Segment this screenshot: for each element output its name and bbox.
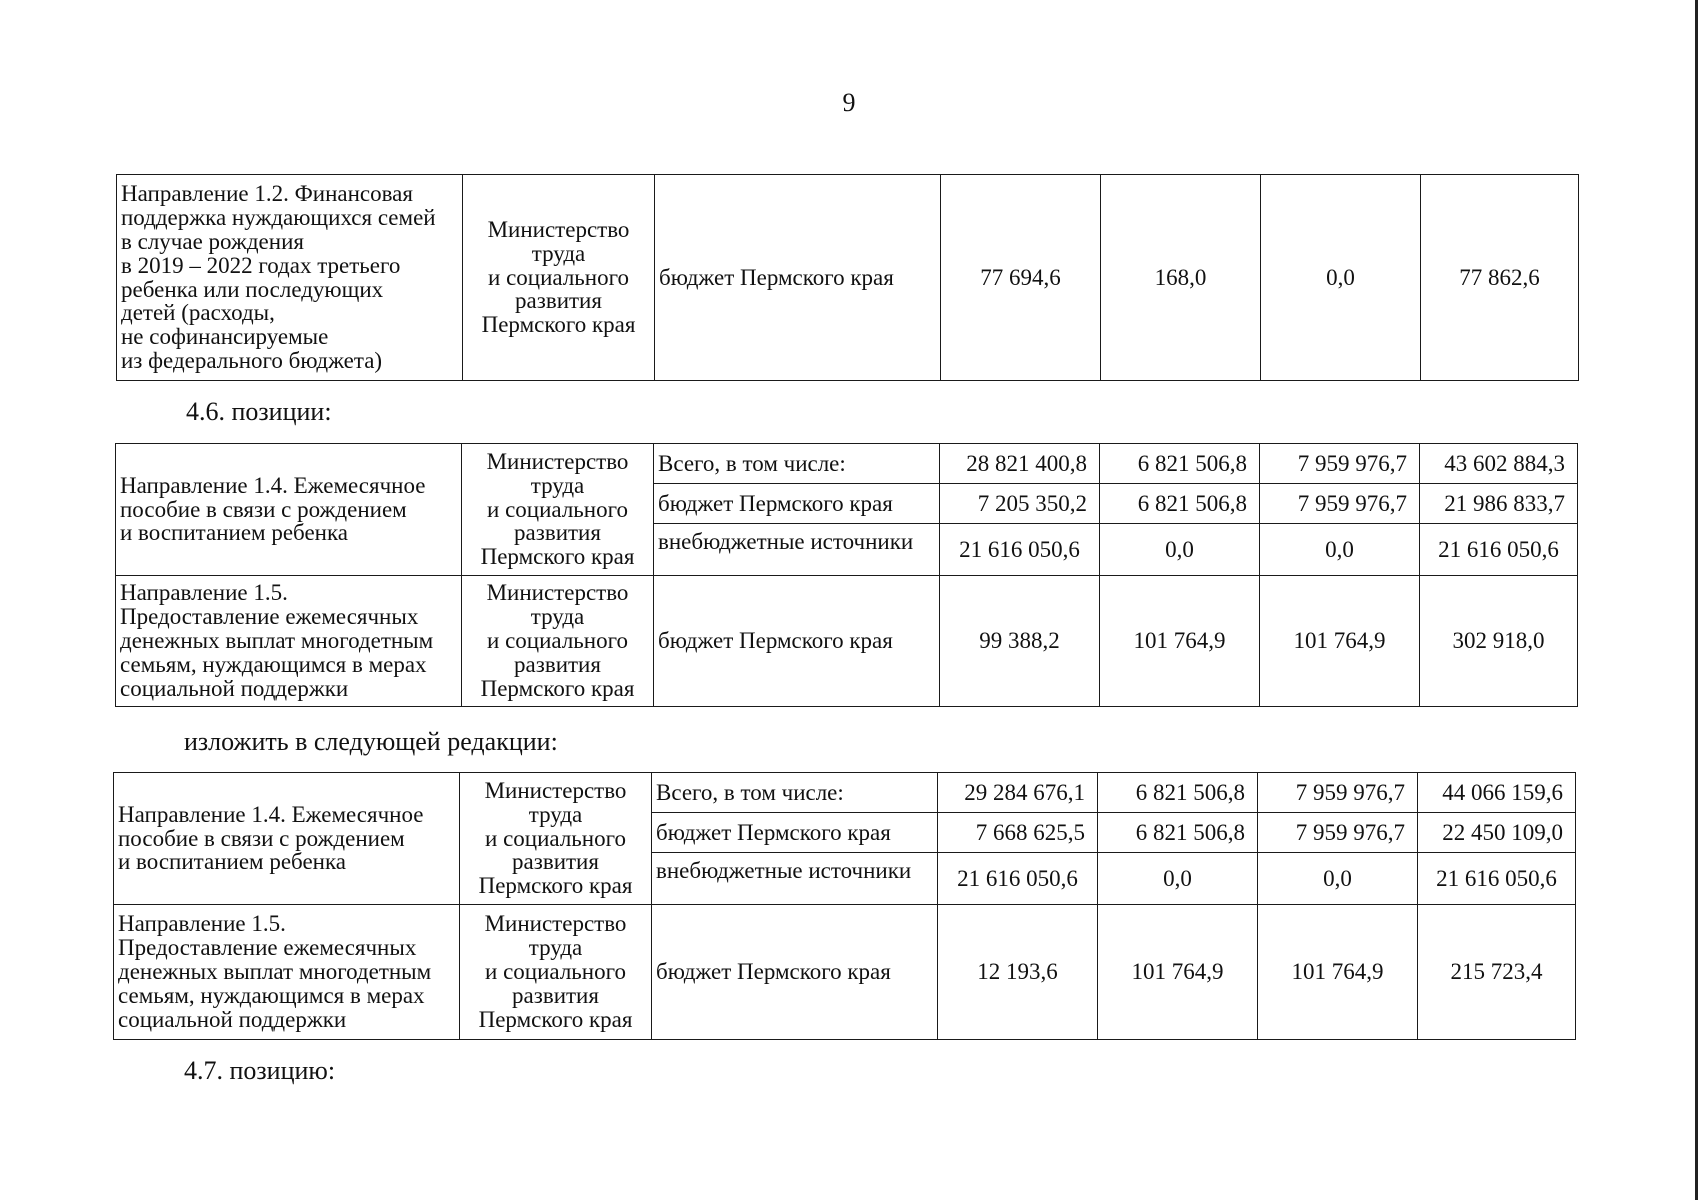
direction-line: Направление 1.4. Ежемесячное [120, 472, 426, 498]
value-cell-year2: 6 821 506,8 [1100, 444, 1260, 484]
direction-line: Направление 1.5. [118, 911, 286, 937]
funding-source-cell: бюджет Пермского края [655, 175, 941, 381]
value-cell-total: 21 986 833,7 [1420, 484, 1578, 524]
executor-line: Пермского края [481, 312, 636, 338]
direction-cell [114, 773, 460, 905]
table-direction-1-2 [116, 174, 1579, 381]
executor-line: развития [512, 982, 599, 1008]
executor-line: Пермского края [480, 675, 635, 701]
executor-line: развития [515, 288, 602, 314]
value-cell-total: 43 602 884,3 [1420, 444, 1578, 484]
value-cell-year3: 7 959 976,7 [1260, 484, 1420, 524]
direction-line: в 2019 – 2022 годах третьего [121, 252, 401, 278]
value-cell-year1: 29 284 676,1 [938, 773, 1098, 813]
direction-line: пособие в связи с рождением [118, 825, 405, 851]
funding-source-cell: Всего, в том числе: [652, 773, 938, 813]
value-cell-total: 21 616 050,6 [1420, 524, 1578, 576]
value-cell-year1: 28 821 400,8 [940, 444, 1100, 484]
value-cell-year1: 7 205 350,2 [940, 484, 1100, 524]
executor-line: и социального [487, 628, 628, 654]
executor-line: Министерство [484, 911, 627, 937]
value-cell-year1: 7 668 625,5 [938, 813, 1098, 853]
value-cell-year1: 21 616 050,6 [940, 524, 1100, 576]
direction-line: и воспитанием ребенка [120, 520, 348, 546]
value-cell-year2: 6 821 506,8 [1100, 484, 1260, 524]
table-row [117, 175, 1579, 381]
executor-line: развития [514, 651, 601, 677]
executor-cell [463, 175, 655, 381]
value-cell-year3: 0,0 [1258, 853, 1418, 905]
direction-line: ребенка или последующих [121, 276, 384, 302]
value-cell-total: 77 862,6 [1421, 175, 1579, 381]
funding-source-cell: бюджет Пермского края [654, 484, 940, 524]
value-cell-year1: 21 616 050,6 [938, 853, 1098, 905]
page-number: 9 [842, 88, 856, 117]
executor-line: и социального [485, 959, 626, 985]
funding-source-cell: Всего, в том числе: [654, 444, 940, 484]
direction-line: в случае рождения [121, 228, 304, 254]
direction-line: пособие в связи с рождением [120, 496, 407, 522]
value-cell-year3: 7 959 976,7 [1258, 773, 1418, 813]
table-row [116, 444, 1578, 484]
paragraph-edit: изложить в следующей редакции: [184, 727, 558, 756]
executor-line: Пермского края [478, 873, 633, 899]
executor-line: развития [514, 520, 601, 546]
direction-line: семьям, нуждающимся в мерах [118, 982, 425, 1008]
executor-cell [462, 576, 654, 707]
paragraph-4-7: 4.7. позицию: [184, 1056, 336, 1085]
value-cell-year3: 7 959 976,7 [1260, 444, 1420, 484]
direction-line: Направление 1.5. [120, 580, 288, 606]
funding-source-cell: бюджет Пермского края [652, 813, 938, 853]
table-row [114, 773, 1576, 813]
executor-line: труда [528, 935, 583, 961]
value-cell-total: 21 616 050,6 [1418, 853, 1576, 905]
executor-line: и социального [485, 825, 626, 851]
executor-line: Пермского края [480, 544, 635, 570]
direction-cell [116, 576, 462, 707]
direction-line: социальной поддержки [120, 675, 349, 701]
value-cell-total: 44 066 159,6 [1418, 773, 1576, 813]
value-cell-year2: 168,0 [1101, 175, 1261, 381]
direction-line: семьям, нуждающимся в мерах [120, 651, 427, 677]
executor-line: Министерство [484, 777, 627, 803]
value-cell-year1: 77 694,6 [941, 175, 1101, 381]
value-cell-year3: 0,0 [1260, 524, 1420, 576]
executor-line: труда [530, 472, 585, 498]
executor-line: и социального [488, 264, 629, 290]
value-cell-total: 215 723,4 [1418, 905, 1576, 1040]
executor-line: Министерство [486, 448, 629, 474]
funding-source-cell: бюджет Пермского края [652, 905, 938, 1040]
direction-cell [116, 444, 462, 576]
executor-cell [460, 905, 652, 1040]
direction-cell [117, 175, 463, 381]
direction-line: детей (расходы, [121, 300, 275, 326]
value-cell-year3: 101 764,9 [1258, 905, 1418, 1040]
value-cell-total: 22 450 109,0 [1418, 813, 1576, 853]
executor-cell [460, 773, 652, 905]
direction-line: из федерального бюджета) [121, 348, 383, 374]
direction-line: и воспитанием ребенка [118, 849, 346, 875]
value-cell-year1: 12 193,6 [938, 905, 1098, 1040]
executor-line: труда [530, 604, 585, 630]
value-cell-year2: 6 821 506,8 [1098, 773, 1258, 813]
value-cell-year3: 7 959 976,7 [1258, 813, 1418, 853]
direction-line: Предоставление ежемесячных [118, 935, 417, 961]
executor-line: Министерство [486, 580, 629, 606]
value-cell-year3: 101 764,9 [1260, 576, 1420, 707]
executor-line: Пермского края [478, 1006, 633, 1032]
table-row [114, 905, 1576, 1040]
direction-line: Направление 1.2. Финансовая [121, 180, 413, 206]
direction-line: Направление 1.4. Ежемесячное [118, 801, 424, 827]
paragraph-4-6: 4.6. позиции: [186, 397, 332, 426]
value-cell-year1: 99 388,2 [940, 576, 1100, 707]
executor-line: и социального [487, 496, 628, 522]
value-cell-total: 302 918,0 [1420, 576, 1578, 707]
direction-line: не софинансируемые [121, 324, 329, 350]
funding-source-cell: внебюджетные источники [652, 853, 938, 905]
table-row [116, 576, 1578, 707]
funding-source-cell: внебюджетные источники [654, 524, 940, 576]
direction-line: денежных выплат многодетным [120, 628, 434, 654]
value-cell-year2: 101 764,9 [1098, 905, 1258, 1040]
value-cell-year2: 0,0 [1100, 524, 1260, 576]
value-cell-year2: 0,0 [1098, 853, 1258, 905]
funding-source-cell: бюджет Пермского края [654, 576, 940, 707]
executor-cell [462, 444, 654, 576]
executor-line: Министерство [487, 216, 630, 242]
direction-line: социальной поддержки [118, 1006, 347, 1032]
value-cell-year3: 0,0 [1261, 175, 1421, 381]
value-cell-year2: 101 764,9 [1100, 576, 1260, 707]
value-cell-year2: 6 821 506,8 [1098, 813, 1258, 853]
table-old-positions [115, 443, 1578, 707]
table-new-positions [113, 772, 1576, 1040]
executor-line: труда [528, 801, 583, 827]
direction-line: денежных выплат многодетным [118, 959, 432, 985]
direction-line: поддержка нуждающихся семей [121, 204, 436, 230]
direction-line: Предоставление ежемесячных [120, 604, 419, 630]
executor-line: развития [512, 849, 599, 875]
executor-line: труда [531, 240, 586, 266]
direction-cell [114, 905, 460, 1040]
